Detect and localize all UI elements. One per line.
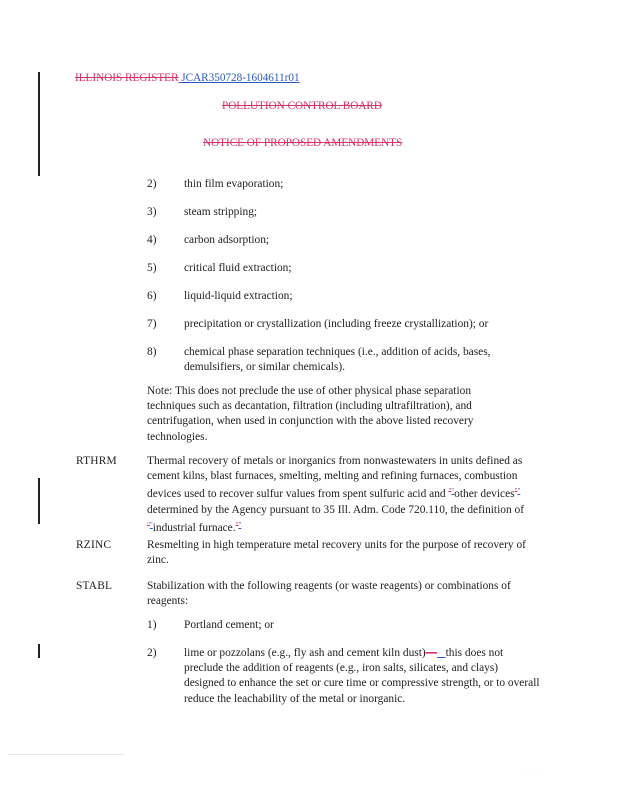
list-item-text: critical fluid extraction; xyxy=(184,262,292,274)
dash-deleted: — xyxy=(425,647,438,659)
list-item-text: carbon adsorption; xyxy=(184,234,270,246)
list-item-text: precipitation or crystallization (including freeze crystallization); or xyxy=(184,318,489,330)
rzinc-text: Resmelting in high temperature metal recovery units for the purpose of recovery of zinc. xyxy=(147,539,526,567)
list-item-number: 6) xyxy=(147,290,157,302)
board-title: POLLUTION CONTROL BOARD xyxy=(222,100,382,112)
rthrm-text-part-4: industrial furnace. xyxy=(152,521,236,534)
list-item-text: liquid-liquid extraction; xyxy=(184,290,293,302)
list-item-text: chemical phase separation techniques (i.e., addition of acids, bases, demulsifiers, or similar chemicals). xyxy=(184,346,491,374)
rzinc-code: RZINC xyxy=(76,539,112,551)
list-item-text-part-2: this does not preclude the addition of reagents (e.g., iron salts, silicates, and clays) designed to enhance the set or cure time or compressive strength, or to overall reduce the leachability of the metal or inorganic. xyxy=(184,647,540,705)
rthrm-code: RTHRM xyxy=(76,455,117,467)
list-item-number: 3) xyxy=(147,206,157,218)
register-header xyxy=(75,73,300,84)
quote-inserted: " xyxy=(517,487,521,496)
list-item-number: 7) xyxy=(147,318,157,330)
rthrm-text-part-2: other devices xyxy=(454,488,515,501)
quote-inserted: " xyxy=(149,520,153,529)
list-item-text-part-1: lime or pozzolans (e.g., fly ash and cement kiln dust) xyxy=(184,647,426,659)
quote-deleted: " xyxy=(147,520,150,529)
list-item-text: thin film evaporation; xyxy=(184,178,284,190)
change-bar-list-b xyxy=(38,644,40,658)
quote-inserted: " xyxy=(238,520,242,529)
footer-rule xyxy=(8,754,124,755)
list-item-number: 2) xyxy=(147,178,157,190)
rthrm-text-part-1: Thermal recovery of metals or inorganics from nonwastewaters in units defined as cement kilns, blast furnaces, smelting, melting and refining furnaces, combustion devices used to recover sulfur values from spent sulfuric acid and xyxy=(147,455,523,501)
list-item-number: 5) xyxy=(147,262,157,274)
note-paragraph: Note: This does not preclude the use of other physical phase separation techniques such as decantation, filtration (including ultrafiltration), and centrifugation, when used in conjunction with the above listed recovery technologies. xyxy=(147,385,474,443)
change-bar-rthrm xyxy=(38,478,40,524)
list-item-number: 4) xyxy=(147,234,157,246)
quote-deleted: " xyxy=(448,487,452,496)
stabl-text: Stabilization with the following reagents (or waste reagents) or combinations of reagents: xyxy=(147,580,511,608)
stabl-code: STABL xyxy=(76,580,113,592)
list-item-text xyxy=(184,646,540,707)
register-inserted-text: JCAR350728-1604611r01 xyxy=(181,72,300,84)
register-deleted-text: ILLINOIS REGISTER xyxy=(75,72,179,84)
rthrm-text xyxy=(147,454,549,536)
footer-marks: ··· xyxy=(522,772,546,779)
quote-inserted: " xyxy=(451,487,455,496)
list-item-number: 2) xyxy=(147,647,157,659)
change-bar-header xyxy=(38,72,40,176)
quote-deleted: " xyxy=(235,520,239,529)
rthrm-text-part-3: determined by the Agency pursuant to 35 Ill. Adm. Code 720.110, the definition of xyxy=(147,503,524,516)
notice-title: NOTICE OF PROPOSED AMENDMENTS xyxy=(203,137,403,149)
list-item-number: 8) xyxy=(147,346,157,358)
list-item-text: Portland cement; or xyxy=(184,619,274,631)
list-item-text: steam stripping; xyxy=(184,206,258,218)
list-item-number: 1) xyxy=(147,619,157,631)
quote-deleted: " xyxy=(514,487,518,496)
